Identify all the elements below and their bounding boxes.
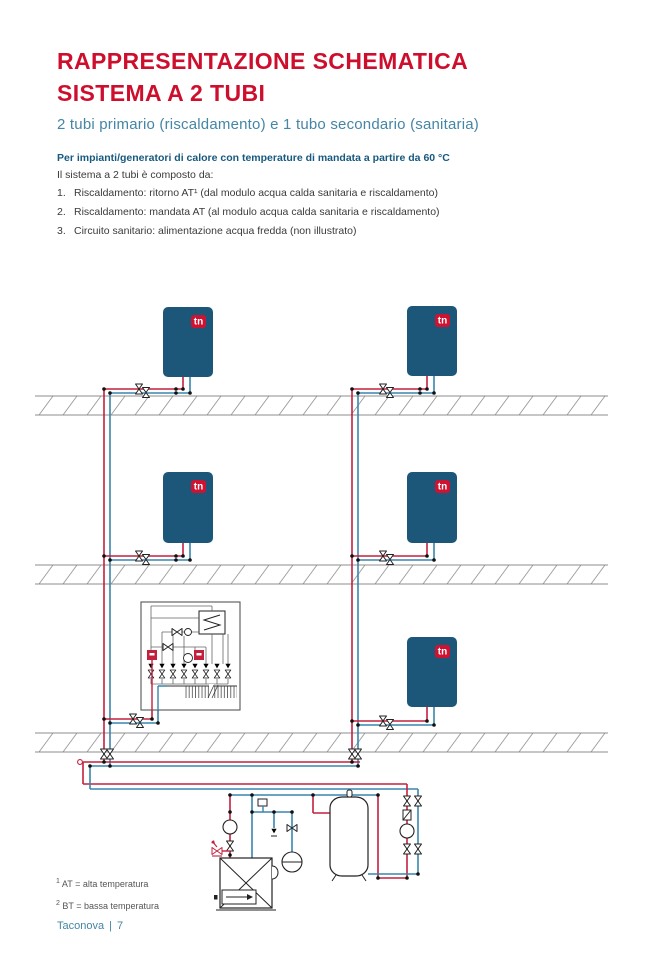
vent-icon — [78, 760, 83, 765]
list-item — [57, 206, 440, 218]
floor-slab-2 — [35, 565, 608, 584]
heat-exchanger — [199, 611, 225, 634]
heating-unit-4 — [407, 472, 457, 543]
valve-icon — [415, 796, 422, 806]
list-item-number: 3. — [57, 225, 66, 237]
list-item — [57, 225, 440, 237]
lead-paragraph: Per impianti/generatori di calore con temperature di mandata a partire da 60 °C — [57, 152, 450, 164]
taconova-logo-text: tn — [437, 646, 448, 658]
list-item — [57, 187, 440, 199]
footnote-2-sup: 2 — [56, 900, 60, 907]
list-item-number: 2. — [57, 206, 66, 218]
valve-icon — [349, 749, 356, 759]
interface-module-schematic — [141, 602, 240, 710]
intro-line: Il sistema a 2 tubi è composto da: — [57, 169, 214, 181]
taconova-logo-text: tn — [193, 481, 204, 493]
boiler — [214, 858, 278, 910]
page-title-line1: RAPPRESENTAZIONE SCHEMATICA — [57, 48, 469, 74]
list-item-text: Riscaldamento: mandata AT (al modulo acqua calda sanitaria e riscaldamento) — [74, 206, 440, 218]
pump-icon — [185, 629, 192, 636]
plant-room — [211, 784, 422, 910]
valve-icon — [107, 749, 114, 759]
drain-valve-icon — [271, 829, 276, 834]
footnotes — [56, 872, 159, 916]
gauge-box-icon — [258, 799, 267, 812]
valve-icon — [101, 749, 108, 759]
pump-icon — [400, 824, 414, 838]
footnote-2 — [56, 894, 159, 916]
boiler-handle — [272, 866, 278, 879]
page-title — [57, 45, 468, 109]
footer-separator: | — [109, 920, 112, 932]
footnote-2-text: BT = bassa temperatura — [62, 901, 160, 911]
page-footer — [57, 920, 123, 932]
valve-icon — [227, 841, 234, 851]
footnote-1-text: AT = alta temperatura — [61, 879, 149, 889]
valve-icon — [355, 749, 362, 759]
filter-icon — [403, 810, 411, 820]
flame-icon — [214, 895, 218, 900]
heating-unit-3 — [163, 472, 213, 543]
valve-icon — [404, 796, 411, 806]
expansion-vessel — [282, 852, 302, 872]
taconova-logo-text: tn — [437, 315, 448, 327]
taconova-logo-text: tn — [193, 316, 204, 328]
footnote-1 — [56, 872, 159, 894]
system-diagram — [0, 270, 665, 930]
heating-unit-1 — [163, 307, 213, 377]
list-item-number: 1. — [57, 187, 66, 199]
floor3-right-connection — [352, 705, 434, 730]
floor3-module-connection — [104, 710, 158, 728]
valve-icon — [415, 844, 422, 854]
floor-slab-3 — [35, 733, 608, 752]
distribution-lines — [78, 760, 418, 789]
pump-icon — [223, 820, 237, 834]
footnote-1-sup: 1 — [56, 878, 60, 885]
page-subtitle: 2 tubi primario (riscaldamento) e 1 tubo secondario (sanitaria) — [57, 116, 479, 133]
floor1-right-connection — [352, 374, 434, 398]
valve-icon — [404, 844, 411, 854]
pump-icon — [184, 654, 193, 663]
list-item-text: Circuito sanitario: alimentazione acqua fredda (non illustrato) — [74, 225, 357, 237]
storage-tank — [330, 790, 368, 881]
heating-unit-5 — [407, 637, 457, 707]
list-item-text: Riscaldamento: ritorno AT¹ (dal modulo acqua calda sanitaria e riscaldamento) — [74, 187, 438, 199]
taconova-logo-text: tn — [437, 481, 448, 493]
page-title-line2: SISTEMA A 2 TUBI — [57, 80, 266, 106]
heating-unit-2 — [407, 306, 457, 376]
page-number: 7 — [116, 920, 124, 932]
floor-slab-1 — [35, 396, 608, 415]
numbered-list — [57, 187, 440, 244]
brand-name: Taconova — [57, 920, 105, 932]
floor2-right-connection — [352, 541, 434, 565]
